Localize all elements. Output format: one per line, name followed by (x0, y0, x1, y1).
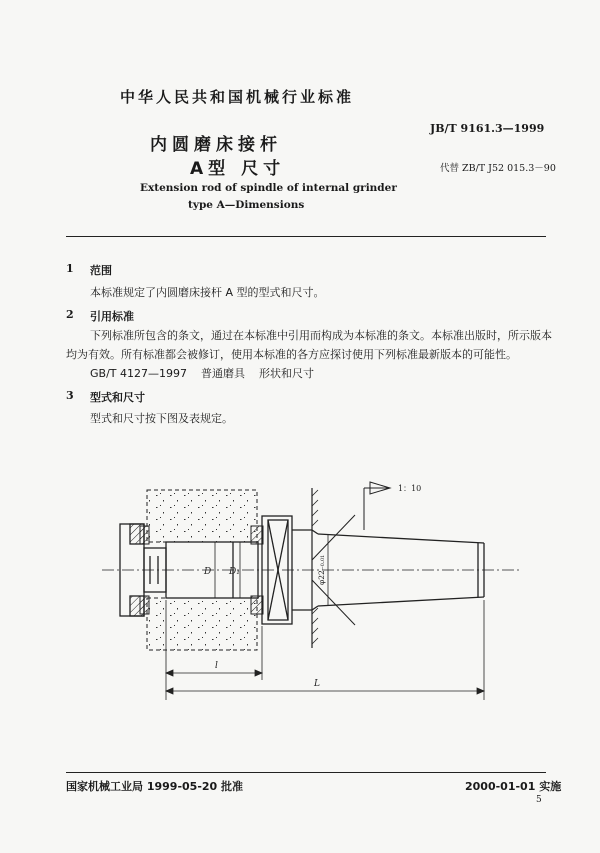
title-en-line1: Extension rod of spindle of internal grinder (140, 182, 397, 194)
section-2-reference: GB/T 4127—1997 普通磨具 形状和尺寸 (90, 367, 314, 380)
standard-number: JB/T 9161.3—1999 (430, 122, 545, 135)
dim-L-label: L (314, 679, 320, 689)
taper-symbol (364, 482, 390, 530)
page-number: 5 (536, 795, 542, 805)
section-2-body-line1: 下列标准所包含的条文，通过在本标准中引用而构成为本标准的条文。本标准出版时，所示版本 (90, 329, 552, 342)
replaces-standard: 代替 ZB/T J52 015.3－90 (440, 163, 556, 174)
issuing-organization: 中华人民共和国机械行业标准 (120, 88, 355, 106)
dim-D-label: D (204, 567, 212, 577)
issuer-approval: 国家机械工业局 1999-05-20 批准 (66, 780, 244, 793)
title-cn-line2: A型 尺寸 (190, 159, 286, 179)
dim-l-label: l (215, 661, 218, 671)
footer-divider (66, 772, 546, 773)
section-3-body: 型式和尺寸按下图及表规定。 (90, 412, 233, 425)
section-3-number: 3 (66, 389, 74, 402)
implementation-date: 2000-01-01 实施 (465, 780, 562, 793)
title-en-line2: type A—Dimensions (188, 199, 305, 211)
section-2-body-line2: 均为有效。所有标准都会被修订，使用本标准的各方应探讨使用下列标准最新版本的可能性。 (66, 348, 517, 361)
section-1-body: 本标准规定了内圆磨床接杆 A 型的型式和尺寸。 (90, 286, 325, 299)
taper-ratio-label: 1：10 (398, 484, 422, 493)
section-1-number: 1 (66, 262, 74, 275)
section-3-title: 型式和尺寸 (90, 391, 145, 404)
dim-phi-label: φ22₋₀.₀₁ (317, 554, 326, 585)
title-cn-line1: 内圆磨床接杆 (150, 135, 282, 155)
section-2-title: 引用标准 (90, 310, 134, 323)
dim-D1-label: D₁ (229, 567, 240, 577)
section-1-title: 范围 (90, 264, 112, 277)
section-2-number: 2 (66, 308, 74, 321)
